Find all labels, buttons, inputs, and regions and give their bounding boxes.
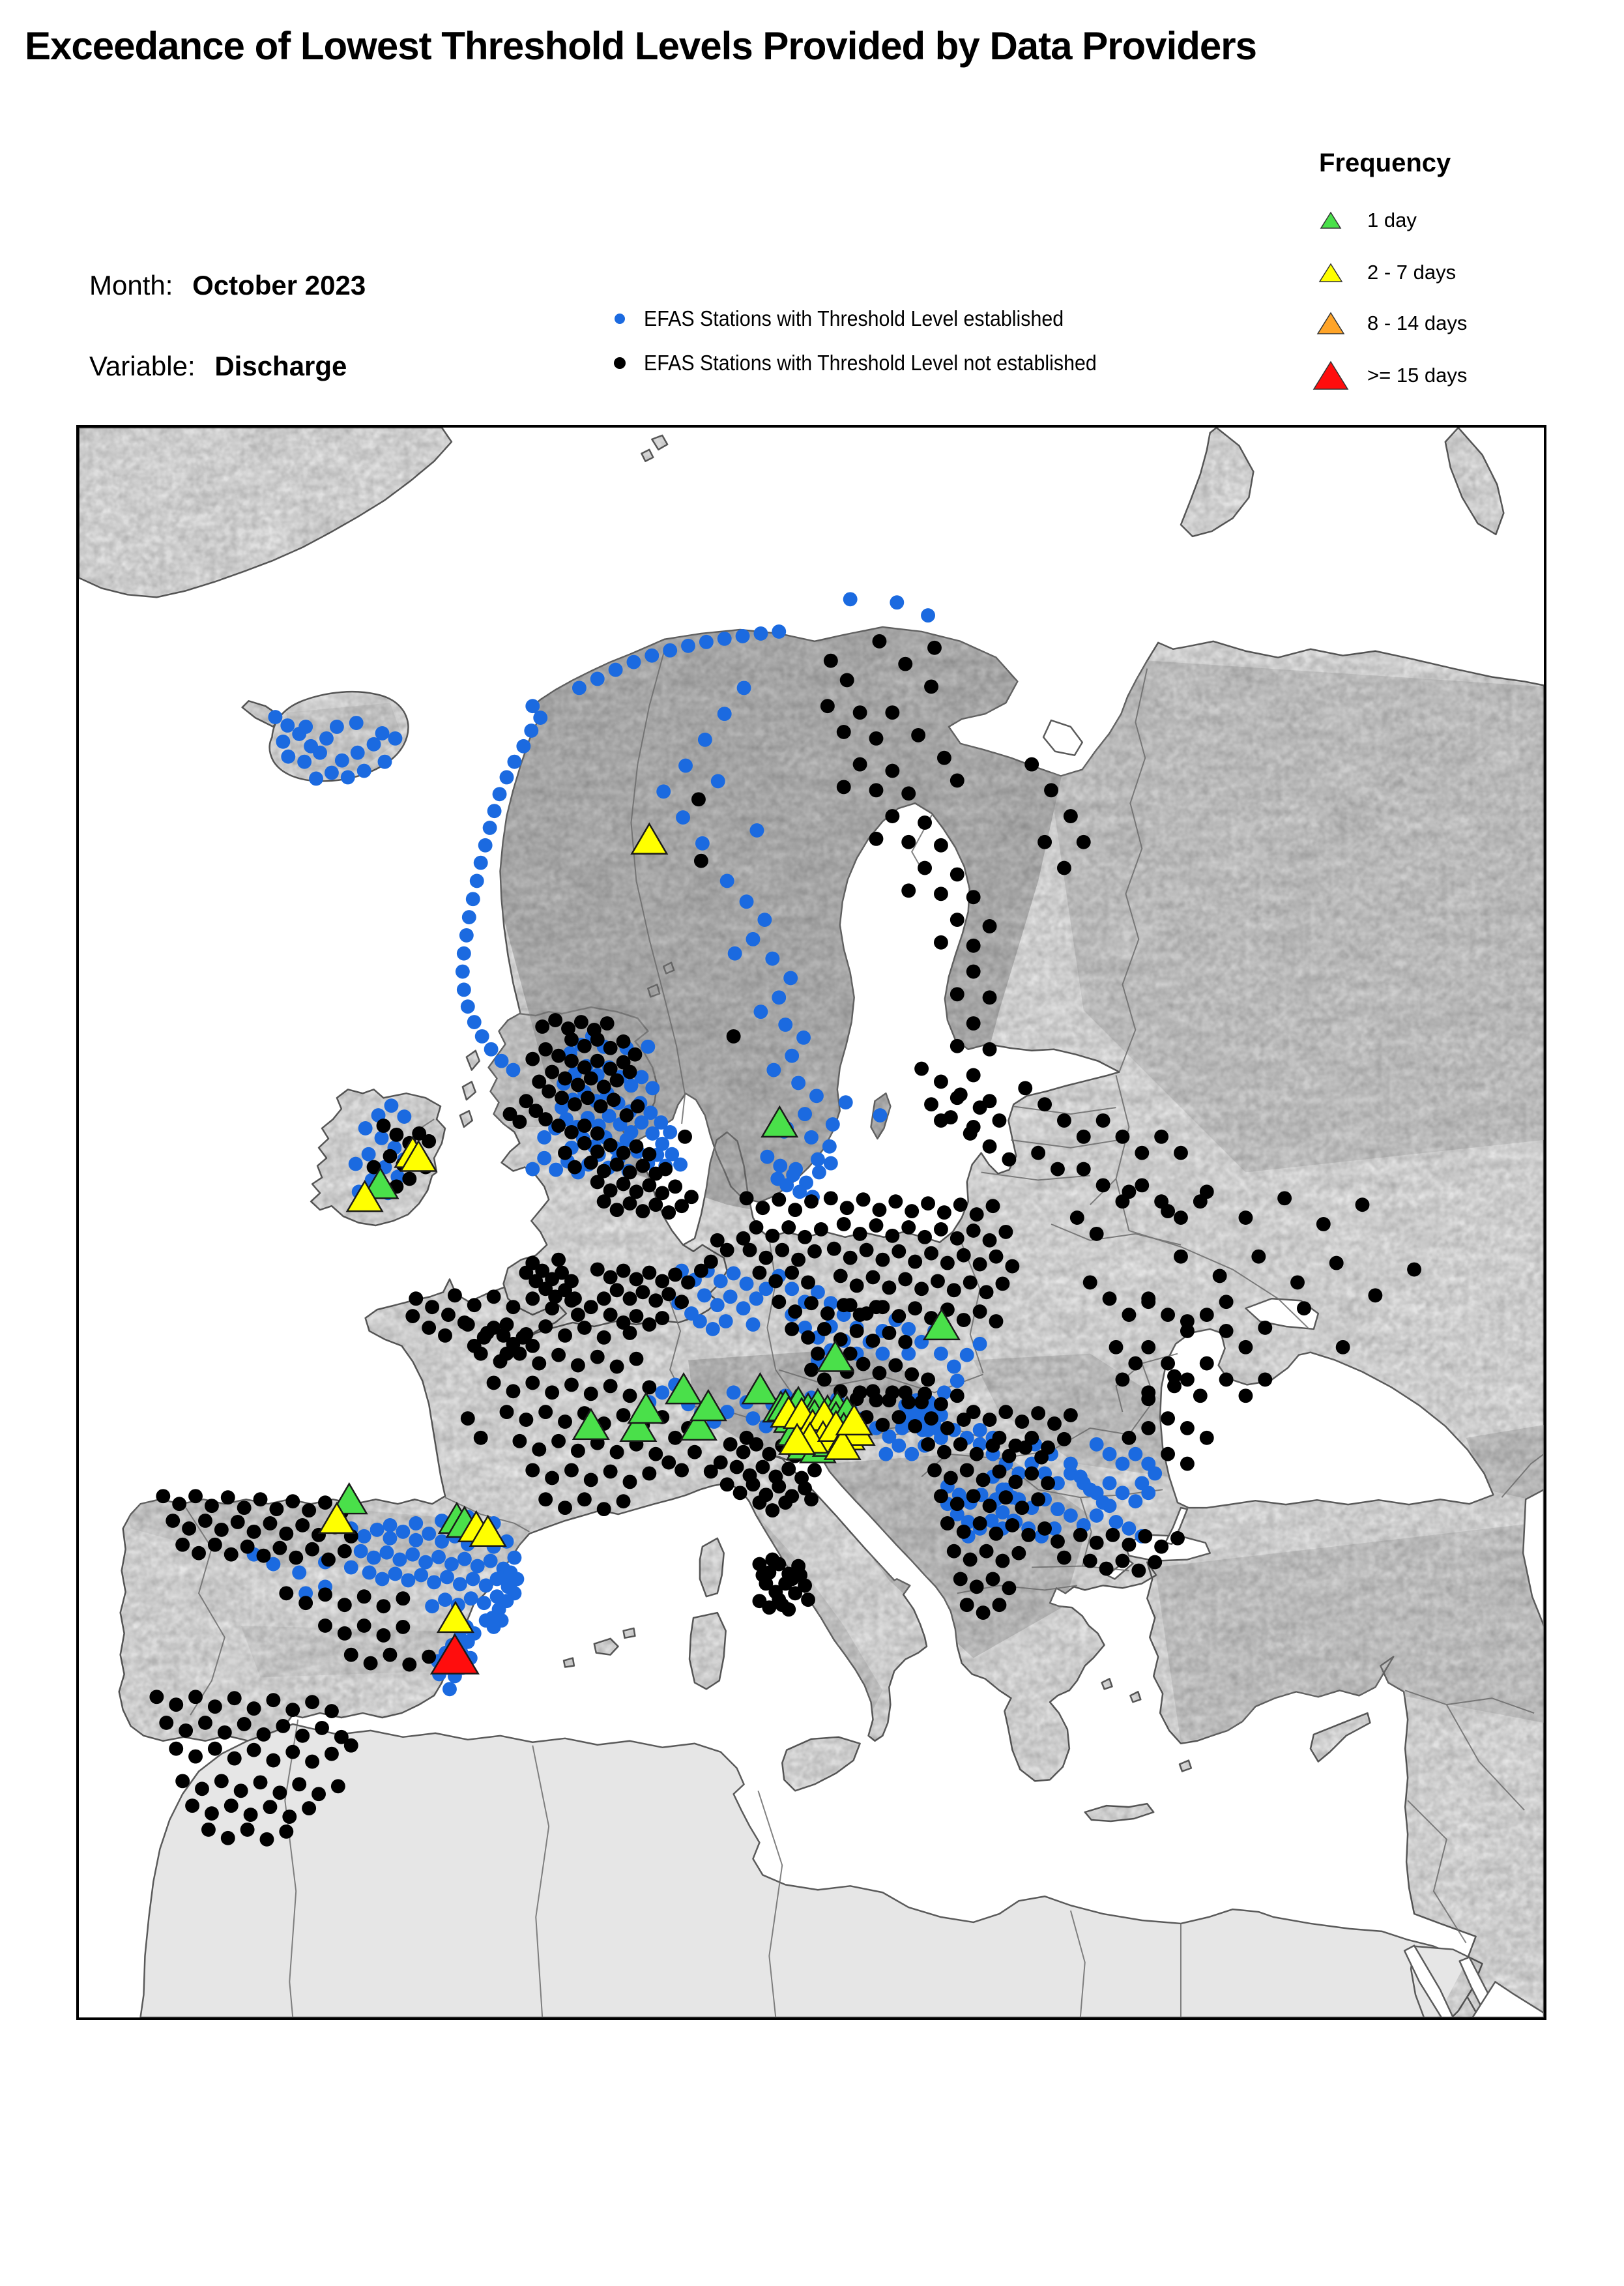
yellow-triangle-icon — [1318, 263, 1343, 283]
frequency-row-15plus-days — [1312, 355, 1586, 396]
green-triangle-icon — [1320, 211, 1342, 229]
legend-established-row — [613, 306, 1100, 331]
frequency-label-1day: 1 day — [1367, 209, 1417, 231]
variable-row — [89, 351, 347, 382]
frequency-label-2-7days: 2 - 7 days — [1367, 261, 1457, 284]
europe-map — [79, 428, 1544, 2017]
variable-value: Discharge — [214, 351, 347, 381]
month-row — [89, 270, 366, 301]
variable-label: Variable: — [89, 351, 196, 381]
page-title: Exceedance of Lowest Threshold Levels Provided by Data Providers — [25, 24, 1256, 68]
legend-established-label: EFAS Stations with Threshold Level established — [644, 306, 1064, 330]
orange-triangle-icon — [1316, 312, 1345, 335]
legend-not-established-label: EFAS Stations with Threshold Level not established — [644, 351, 1097, 375]
red-triangle-icon — [1312, 360, 1349, 390]
month-value: October 2023 — [192, 270, 366, 300]
frequency-label-8-14days: 8 - 14 days — [1367, 312, 1468, 334]
frequency-row-1day — [1312, 199, 1586, 241]
frequency-row-8-14days — [1312, 302, 1586, 344]
black-dot-icon — [613, 356, 627, 370]
month-label: Month: — [89, 270, 173, 300]
frequency-label-15plus-days: >= 15 days — [1367, 364, 1468, 387]
frequency-row-2-7days — [1312, 252, 1586, 293]
map-frame — [76, 425, 1546, 2020]
legend-not-established-row — [613, 351, 1136, 375]
blue-dot-icon — [613, 312, 627, 326]
frequency-legend-title: Frequency — [1319, 149, 1451, 177]
